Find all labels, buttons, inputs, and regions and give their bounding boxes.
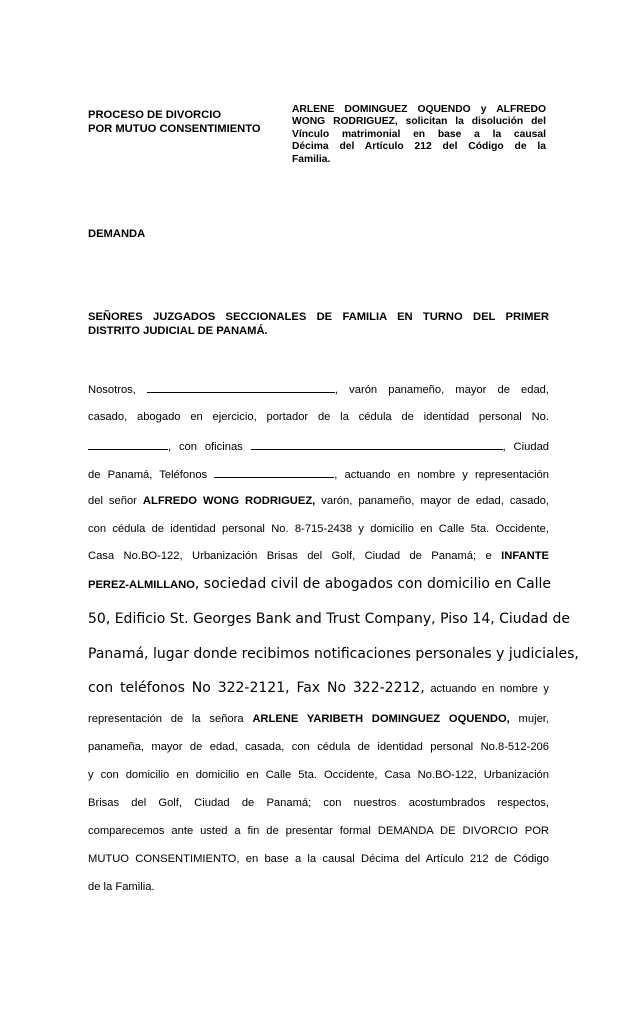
case-type bbox=[88, 108, 288, 136]
body-line bbox=[88, 681, 549, 696]
body-line: con cédula de identidad personal No. 8-715-2438 y domicilio en Calle 5ta. Occidente, bbox=[88, 523, 549, 535]
name-blank bbox=[147, 381, 335, 393]
body-line: y con domicilio en domicilio en Calle 5ta. Occidente, Casa No.BO-122, Urbanización bbox=[88, 769, 549, 781]
firm-name: PEREZ-ALMILLANO bbox=[88, 579, 195, 591]
body-text: , varón panameño, mayor de edad, bbox=[334, 384, 550, 396]
body-line bbox=[88, 438, 549, 454]
body-line bbox=[88, 466, 549, 482]
body-text: Nosotros, bbox=[88, 384, 136, 396]
body-text: con teléfonos No 322-2121, Fax No 322-2212, bbox=[88, 680, 425, 696]
body-line bbox=[88, 712, 549, 726]
body-text: varón, panameño, mayor de edad, casado, bbox=[321, 495, 550, 507]
case-summary-line: Familia. bbox=[292, 153, 331, 165]
party-name: ALFREDO WONG RODRIGUEZ, bbox=[142, 495, 316, 507]
body-line: de la Familia. bbox=[88, 881, 155, 893]
body-text: del señor bbox=[88, 495, 137, 507]
case-type-line: PROCESO DE DIVORCIO bbox=[88, 109, 222, 121]
body-line: Brisas del Golf, Ciudad de Panamá; con nuestros acostumbrados respectos, bbox=[88, 797, 549, 809]
party-name: ARLENE YARIBETH DOMINGUEZ OQUENDO, bbox=[252, 713, 510, 725]
office-blank bbox=[251, 438, 503, 450]
body-text: , actuando en nombre y representación bbox=[334, 469, 550, 481]
court-address-line: DISTRITO JUDICIAL DE PANAMÁ. bbox=[88, 325, 268, 337]
case-summary-line: ARLENE DOMINGUEZ OQUENDO y ALFREDO bbox=[292, 104, 546, 115]
body-line: Panamá, lugar donde recibimos notificaciones personales y judiciales, bbox=[88, 646, 579, 662]
body-line: comparecemos ante usted a fin de presentar formal DEMANDA DE DIVORCIO POR bbox=[88, 825, 549, 837]
body-line bbox=[88, 494, 549, 508]
body-line: 50, Edificio St. Georges Bank and Trust Company, Piso 14, Ciudad de bbox=[88, 611, 570, 627]
body-text: , sociedad civil de abogados con domicilio en Calle bbox=[194, 576, 552, 592]
case-summary-line: Vínculo matrimonial en base a la causal bbox=[292, 128, 546, 140]
id-number-blank bbox=[88, 438, 168, 450]
body-line bbox=[88, 576, 552, 592]
case-type-line: POR MUTUO CONSENTIMIENTO bbox=[88, 123, 261, 135]
case-summary-line: WONG RODRIGUEZ, solicitan la disolución del bbox=[292, 116, 546, 128]
court-address bbox=[88, 310, 549, 338]
body-text: , Ciudad bbox=[502, 441, 550, 453]
firm-name: INFANTE bbox=[501, 550, 550, 562]
phone-blank bbox=[214, 466, 334, 478]
body-line bbox=[88, 381, 549, 397]
body-line: casado, abogado en ejercicio, portador de la cédula de identidad personal No. bbox=[88, 411, 549, 423]
court-address-line: SEÑORES JUZGADOS SECCIONALES DE FAMILIA EN TURNO DEL PRIMER bbox=[88, 311, 549, 323]
body-text: , con oficinas bbox=[168, 441, 243, 453]
body-text: actuando en nombre y bbox=[430, 683, 549, 695]
case-summary bbox=[292, 104, 546, 166]
body-text: Casa No.BO-122, Urbanización Brisas del Golf, Ciudad de Panamá; e bbox=[88, 550, 492, 562]
body-line bbox=[88, 549, 549, 563]
body-line: MUTUO CONSENTIMIENTO, en base a la causal Décima del Artículo 212 de Código bbox=[88, 853, 549, 865]
body-text: mujer, bbox=[518, 713, 550, 725]
body-line: panameña, mayor de edad, casada, con cédula de identidad personal No.8-512-206 bbox=[88, 741, 549, 753]
case-summary-line: Décima del Artículo 212 del Código de la bbox=[292, 141, 546, 153]
body-text: representación de la señora bbox=[88, 713, 244, 725]
body-text: de Panamá, Teléfonos bbox=[88, 469, 208, 481]
document-title: DEMANDA bbox=[88, 228, 146, 240]
